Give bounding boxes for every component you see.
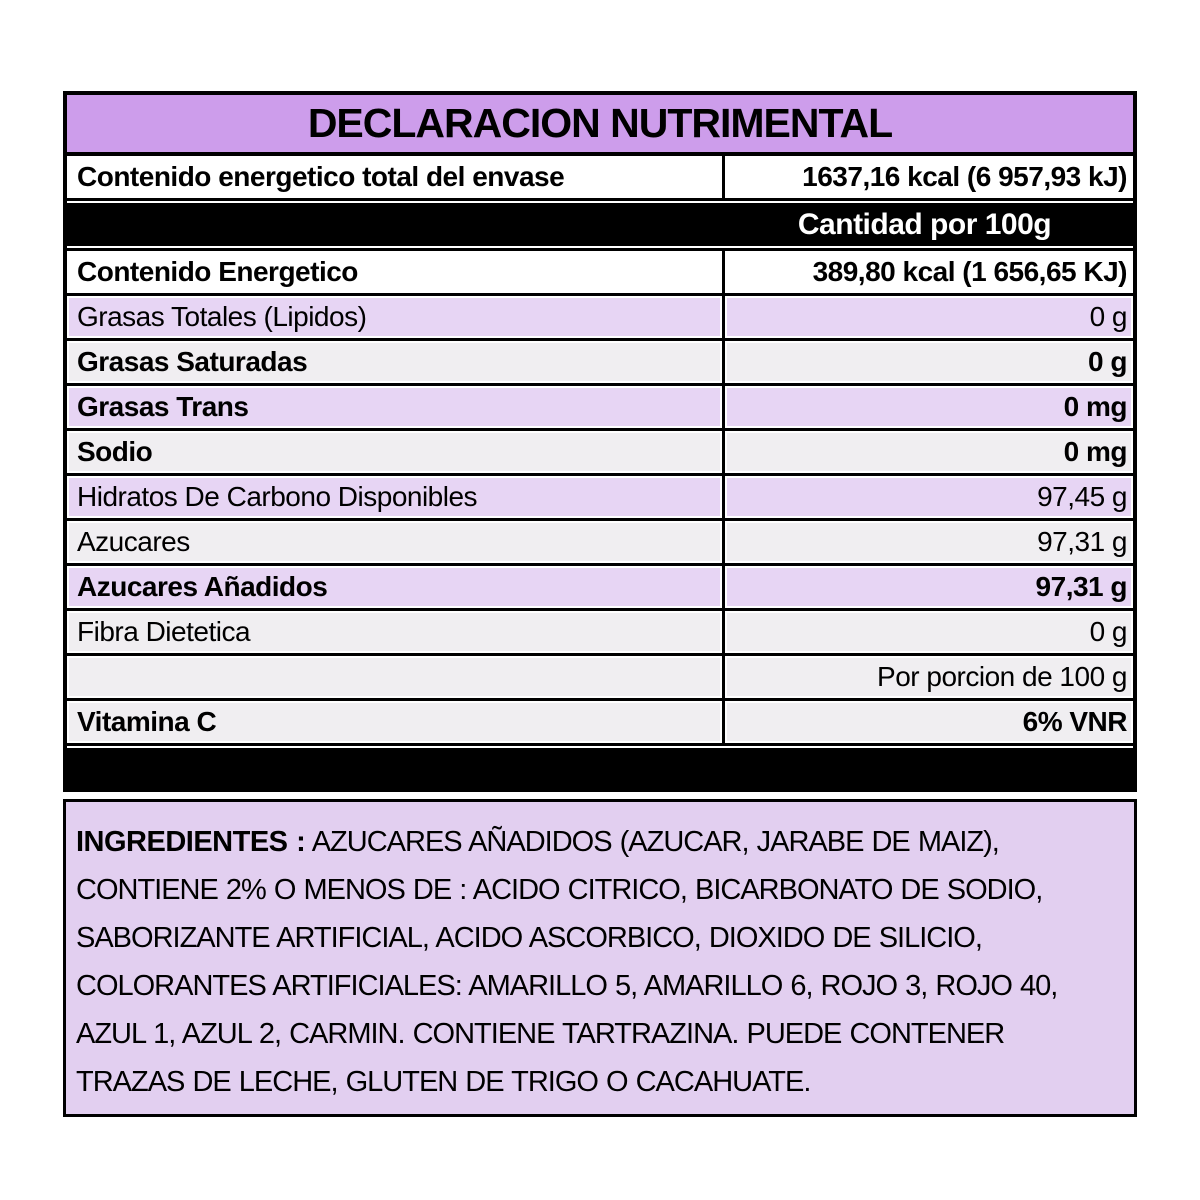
row-label: Hidratos De Carbono Disponibles bbox=[67, 476, 722, 518]
row-value: 0 g bbox=[722, 341, 1133, 383]
table-row-vitamin-c bbox=[67, 698, 1133, 743]
nutrition-table bbox=[63, 156, 1137, 792]
row-value: 97,31 g bbox=[722, 566, 1133, 608]
table-row-total-fat bbox=[67, 293, 1133, 338]
row-value: 6% VNR bbox=[722, 701, 1133, 743]
row-value: Por porcion de 100 g bbox=[722, 656, 1133, 698]
separator-bar bbox=[67, 743, 1133, 788]
row-label: Azucares bbox=[67, 521, 722, 563]
row-label: Grasas Trans bbox=[67, 386, 722, 428]
table-row-fiber bbox=[67, 608, 1133, 653]
row-value: 0 g bbox=[722, 611, 1133, 653]
label-title-bar bbox=[63, 91, 1137, 156]
ingredients-text: AZUCARES AÑADIDOS (AZUCAR, JARABE DE MAIZ), CONTIENE 2% O MENOS DE : ACIDO CITRICO, BICARBONATO DE SODIO, SABORIZANTE ARTIFICIAL, ACIDO ASCORBICO, DIOXIDO DE SILICIO, COLORANTES ARTIFICIALES: AMARILLO 5, AMARILLO 6, ROJO 3, ROJO 40, AZUL 1, AZUL 2, CARMIN. CONTIENE TARTRAZINA. PUEDE CONTENER TRAZAS DE LECHE, GLUTEN DE TRIGO O CACAHUATE. bbox=[76, 826, 1058, 1098]
table-row-sodium bbox=[67, 428, 1133, 473]
row-label: Contenido energetico total del envase bbox=[77, 161, 565, 192]
ingredients-panel bbox=[63, 799, 1137, 1117]
table-row-sugars bbox=[67, 518, 1133, 563]
column-header-spacer bbox=[67, 201, 722, 248]
table-row-saturated-fat bbox=[67, 338, 1133, 383]
table-row-per-portion bbox=[67, 653, 1133, 698]
nutrition-label bbox=[63, 91, 1137, 1117]
table-row-carbohydrates bbox=[67, 473, 1133, 518]
row-value: 97,45 g bbox=[722, 476, 1133, 518]
label-title: DECLARACION NUTRIMENTAL bbox=[307, 100, 893, 146]
column-header-bar bbox=[67, 198, 1133, 248]
row-label bbox=[67, 656, 722, 698]
row-value: 0 mg bbox=[722, 386, 1133, 428]
row-value: 0 g bbox=[722, 296, 1133, 338]
row-label: Grasas Saturadas bbox=[67, 341, 722, 383]
row-value: 389,80 kcal (1 656,65 KJ) bbox=[722, 251, 1133, 293]
row-label: Contenido Energetico bbox=[77, 256, 358, 287]
table-row-energy bbox=[67, 248, 1133, 293]
row-value: 1637,16 kcal (6 957,93 kJ) bbox=[722, 156, 1133, 198]
row-label: Vitamina C bbox=[67, 701, 722, 743]
row-label: Sodio bbox=[67, 431, 722, 473]
row-label: Azucares Añadidos bbox=[67, 566, 722, 608]
row-value: 97,31 g bbox=[722, 521, 1133, 563]
table-row-trans-fat bbox=[67, 383, 1133, 428]
column-header-text: Cantidad por 100g bbox=[797, 207, 1052, 241]
ingredients-paragraph bbox=[76, 818, 1120, 1106]
row-value: 0 mg bbox=[722, 431, 1133, 473]
table-row-added-sugars bbox=[67, 563, 1133, 608]
ingredients-heading: INGREDIENTES : bbox=[76, 826, 306, 858]
row-label: Grasas Totales (Lipidos) bbox=[67, 296, 722, 338]
row-label: Fibra Dietetica bbox=[67, 611, 722, 653]
table-row-total-energy bbox=[67, 156, 1133, 198]
